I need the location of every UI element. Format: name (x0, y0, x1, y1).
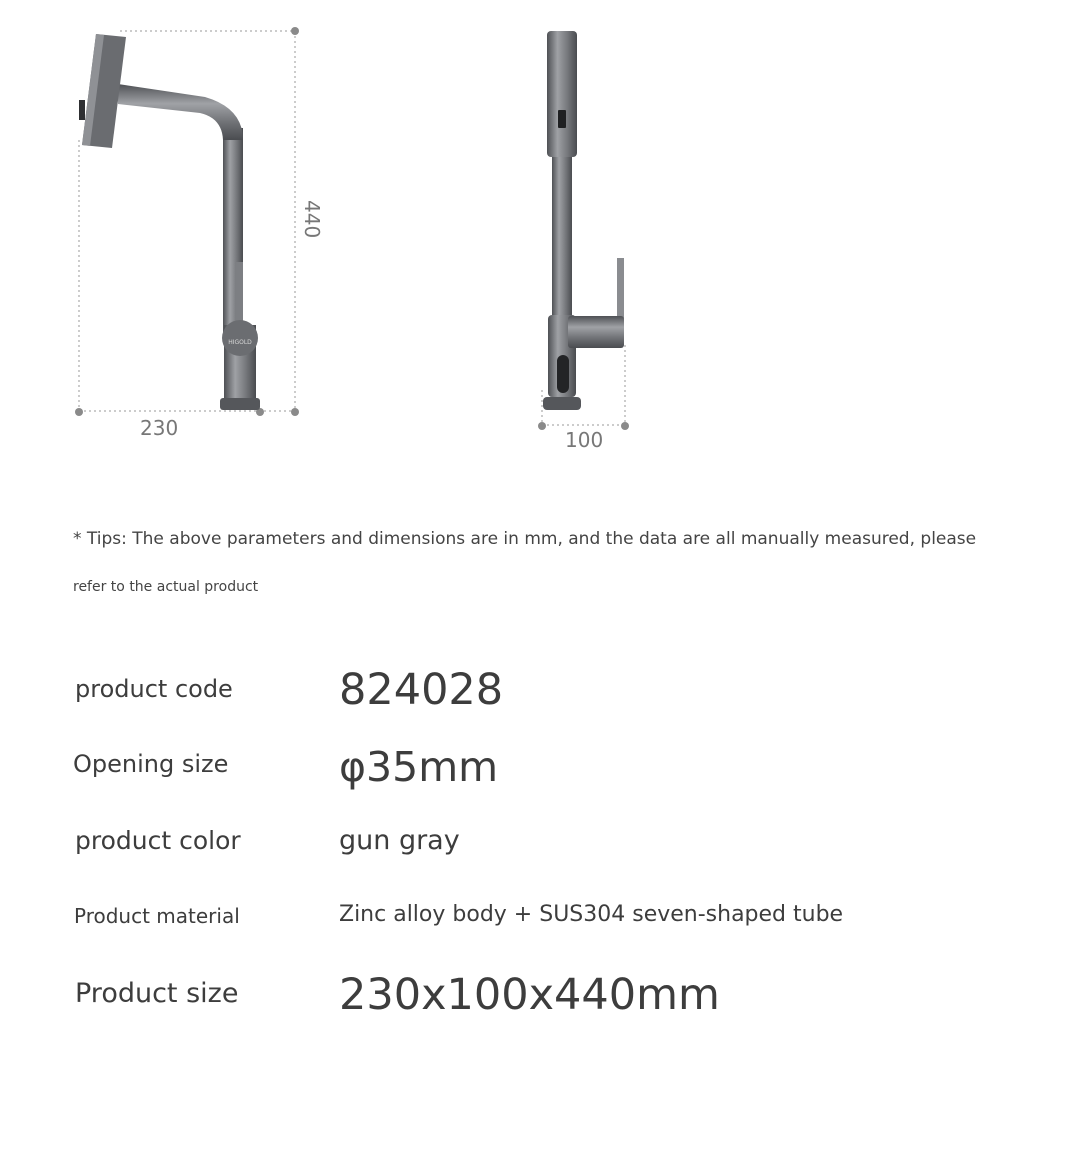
faucet-side-view (79, 34, 260, 410)
faucet-logo: HIGOLD (228, 339, 252, 346)
spec-label-opening-size: Opening size (73, 750, 229, 778)
depth-dimension-label: 100 (565, 428, 604, 452)
spec-label-product-material: Product material (74, 904, 240, 928)
width-dimension-label: 230 (140, 416, 179, 440)
spec-value-product-material: Zinc alloy body + SUS304 seven-shaped tube (339, 902, 844, 927)
spec-value-product-color: gun gray (339, 825, 460, 856)
spec-label-product-size: Product size (75, 978, 239, 1009)
spec-value-product-size: 230x100x440mm (339, 970, 720, 1020)
tips-note-line1: * Tips: The above parameters and dimensions are in mm, and the data are all manually measured, please (73, 529, 977, 549)
dimension-drawing (0, 0, 1080, 480)
height-dimension-label: 440 (300, 200, 324, 239)
faucet-front-view (543, 31, 624, 410)
spec-label-product-code: product code (75, 675, 233, 703)
spec-value-product-code: 824028 (339, 665, 504, 715)
spec-value-opening-size: φ35mm (339, 743, 499, 791)
spec-label-product-color: product color (75, 826, 241, 855)
faucet-diagram (0, 0, 1080, 480)
tips-note-line2: refer to the actual product (73, 579, 259, 595)
